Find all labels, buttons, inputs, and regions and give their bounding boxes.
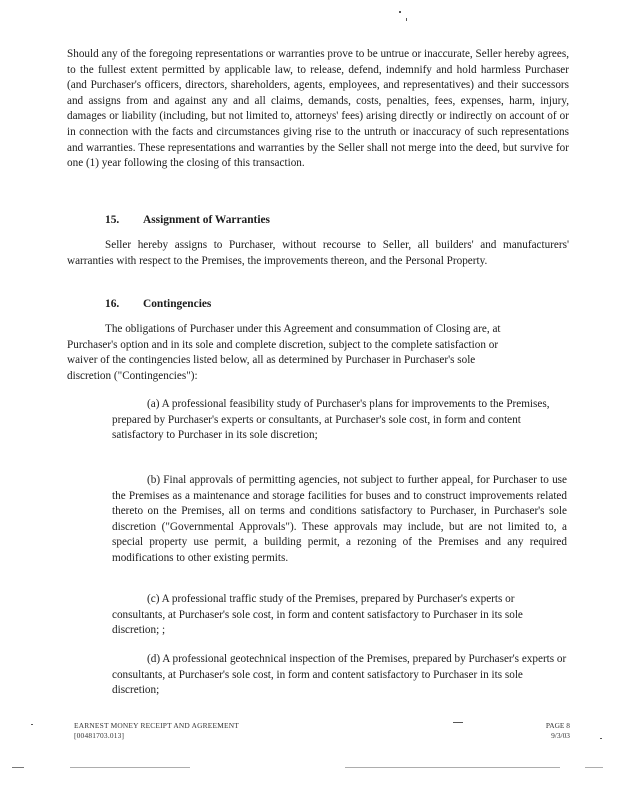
section-16-body: The obligations of Purchaser under this Agreement and consummation of Closing are, at Purchaser's option and in its sole and complete discretion, subject to the complete satisfaction or waiver of the contingencies listed below, all as determined by Purchaser in Purchaser's sole discretion ("Contingencies"): [67, 323, 501, 382]
contingency-b: (b) Final approvals of permitting agencies, not subject to further appeal, for Purchaser to use the Premises as a maintenance and storage facilities for buses and to construct improvements related thereto on the Premises, all on terms and conditions satisfactory to Purchaser, in Purchaser's sole discretion ("Governmental Approvals"). These approvals may include, but are not limited to, a special property use permit, a building permit, a rezoning of the Premises and any required modifications to other existing permits. [112, 474, 567, 564]
section-15-number: 15. [105, 214, 120, 226]
section-16-heading [105, 297, 211, 312]
section-16-title: Contingencies [143, 298, 212, 310]
scan-speck [453, 722, 463, 723]
footer-left [74, 721, 239, 741]
scan-speck [406, 18, 407, 21]
contingency-d: (d) A professional geotechnical inspection of the Premises, prepared by Purchaser's experts or consultants, at Purchaser's sole cost, in form and content satisfactory to Purchaser in its sole discretion; [112, 653, 567, 697]
section-16-number: 16. [105, 298, 120, 310]
contingency-c: (c) A professional traffic study of the Premises, prepared by Purchaser's experts or consultants, at Purchaser's sole cost, in form and content satisfactory to Purchaser in its sole discretion; ; [112, 593, 523, 637]
indemnification-paragraph: Should any of the foregoing representations or warranties prove to be untrue or inaccurate, Seller hereby agrees, to the fullest extent permitted by applicable law, to release, defend, indemnify and hold harmless Purchaser (and Purchaser's officers, directors, shareholders, agents, employees, and representatives) and their successors and assigns from and against any and all claims, demands, costs, penalties, fees, expenses, harm, injury, damages or liability (including, but not limited to, attorneys' fees) arising directly or indirectly on account of or in connection with the facts and circumstances giving rise to the untruth or inaccuracy of such representations and warranties. These representations and warranties by the Seller shall not merge into the deed, but survive for one (1) year following the closing of this transaction. [67, 48, 570, 170]
section-15-title: Assignment of Warranties [143, 214, 270, 226]
scan-speck [600, 738, 602, 739]
footer-right [520, 721, 570, 741]
scan-line [585, 767, 603, 768]
footer-page-number: PAGE 8 [545, 721, 570, 730]
scan-speck [31, 724, 33, 725]
section-15-body: Seller hereby assigns to Purchaser, without recourse to Seller, all builders' and manufacturers' warranties with respect to the Premises, the improvements thereon, and the Personal Property. [67, 239, 569, 267]
scan-speck [399, 11, 401, 13]
scan-line [12, 767, 24, 768]
footer-document-number: [00481703.013] [74, 731, 125, 740]
footer-date: 9/3/03 [551, 731, 570, 740]
section-15-heading [105, 213, 270, 228]
contingency-a: (a) A professional feasibility study of Purchaser's plans for improvements to the Premises, prepared by Purchaser's experts or consultants, at Purchaser's sole cost, in form and content satisfactory to Purchaser in its sole discretion; [112, 398, 550, 442]
scan-line [70, 767, 190, 768]
scan-line [345, 767, 560, 768]
footer-document-title: EARNEST MONEY RECEIPT AND AGREEMENT [74, 721, 239, 730]
